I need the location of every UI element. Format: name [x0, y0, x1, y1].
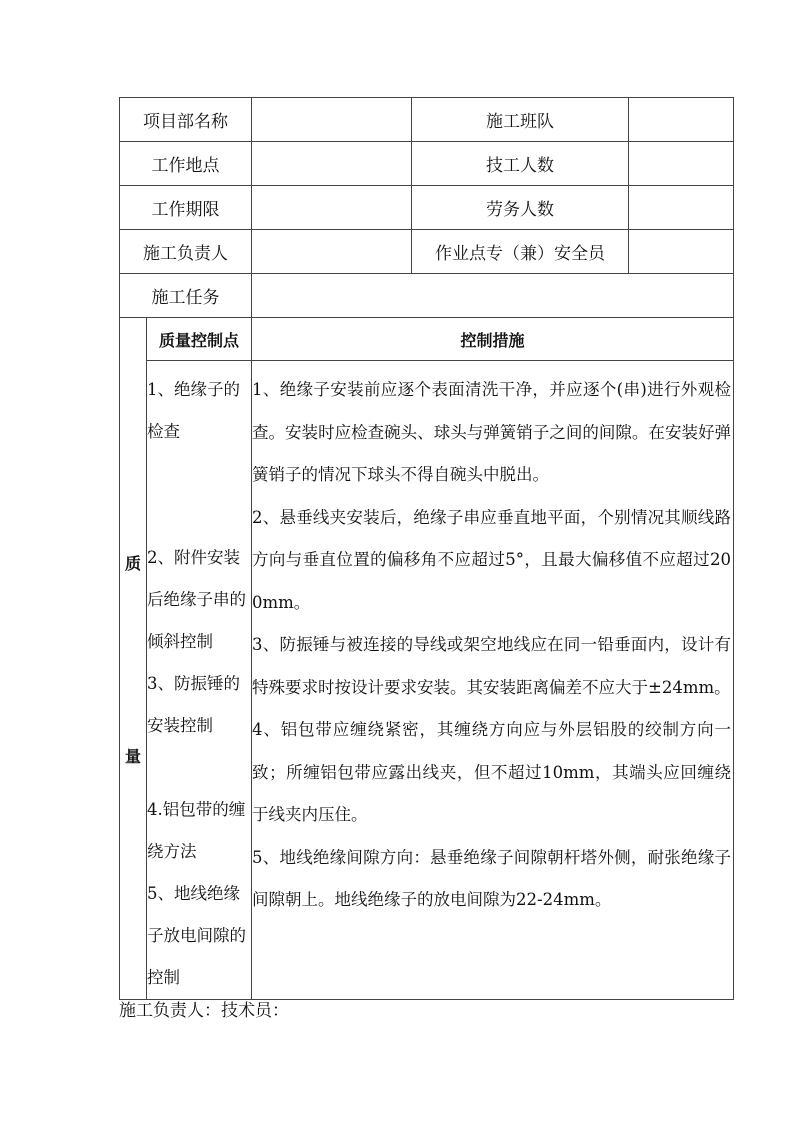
control-point-1: 1、绝缘子的检查: [147, 380, 240, 441]
control-measure-5: 5、地线绝缘间隙方向：悬垂绝缘子间隙朝杆塔外侧，耐张绝缘子间隙朝上。地线绝缘子的放电间隙为22-24mm。: [252, 847, 731, 909]
control-measure-4: 4、铝包带应缠绕紧密，其缠绕方向应与外层铝股的绞制方向一致；所缠铝包带应露出线夹，但不超过10mm，其端头应回缠绕于线夹内压住。: [252, 720, 731, 824]
project-dept-label: 项目部名称: [120, 98, 252, 142]
skilled-workers-value[interactable]: [629, 142, 734, 186]
control-point-2: 2、附件安装后绝缘子串的倾斜控制: [147, 548, 246, 651]
quality-header-row: [120, 318, 734, 361]
construction-team-value[interactable]: [629, 98, 734, 142]
table-row: [120, 274, 734, 318]
safety-officer-value[interactable]: [629, 230, 734, 274]
control-measures-cell: [252, 361, 734, 1000]
control-measure-3: 3、防振锤与被连接的导线或架空地线应在同一铅垂面内，设计有特殊要求时按设计要求安装。其安装距离偏差不应大于±24mm。: [252, 635, 731, 697]
construction-form-table: [119, 97, 734, 1000]
control-points-header: 质量控制点: [147, 318, 252, 361]
table-row: [120, 98, 734, 142]
site-manager-value[interactable]: [252, 230, 412, 274]
quality-side-label: [120, 318, 147, 1000]
side-char-top: 质: [124, 553, 141, 573]
control-point-5: 5、地线绝缘子放电间隙的控制: [147, 884, 246, 987]
control-measures-header: 控制措施: [252, 318, 734, 361]
task-label: 施工任务: [120, 274, 252, 318]
side-char-bottom: 量: [124, 746, 141, 766]
site-manager-label: 施工负责人: [120, 230, 252, 274]
work-location-value[interactable]: [252, 142, 412, 186]
control-point-4: 4.铝包带的缠绕方法: [147, 800, 246, 861]
work-period-value[interactable]: [252, 186, 412, 230]
project-dept-value[interactable]: [252, 98, 412, 142]
task-value[interactable]: [252, 274, 734, 318]
signature-line: 施工负责人：技术员：: [119, 1001, 289, 1021]
table-row: [120, 142, 734, 186]
control-point-3: 3、防振锤的安装控制: [147, 674, 240, 735]
construction-team-label: 施工班队: [412, 98, 629, 142]
control-points-cell: [147, 361, 252, 1000]
safety-officer-label: 作业点专（兼）安全员: [412, 230, 629, 274]
work-location-label: 工作地点: [120, 142, 252, 186]
work-period-label: 工作期限: [120, 186, 252, 230]
control-measure-1: 1、绝缘子安装前应逐个表面清洗干净，并应逐个(串)进行外观检查。安装时应检查碗头、球头与弹簧销子之间的间隙。在安装好弹簧销子的情况下球头不得自碗头中脱出。: [252, 380, 731, 484]
skilled-workers-label: 技工人数: [412, 142, 629, 186]
labor-workers-value[interactable]: [629, 186, 734, 230]
table-row: [120, 186, 734, 230]
control-measure-2: 2、悬垂线夹安装后，绝缘子串应垂直地平面，个别情况其顺线路方向与垂直位置的偏移角不应超过5°，且最大偏移值不应超过200mm。: [252, 507, 731, 612]
quality-content-row: [120, 361, 734, 1000]
labor-workers-label: 劳务人数: [412, 186, 629, 230]
table-row: [120, 230, 734, 274]
